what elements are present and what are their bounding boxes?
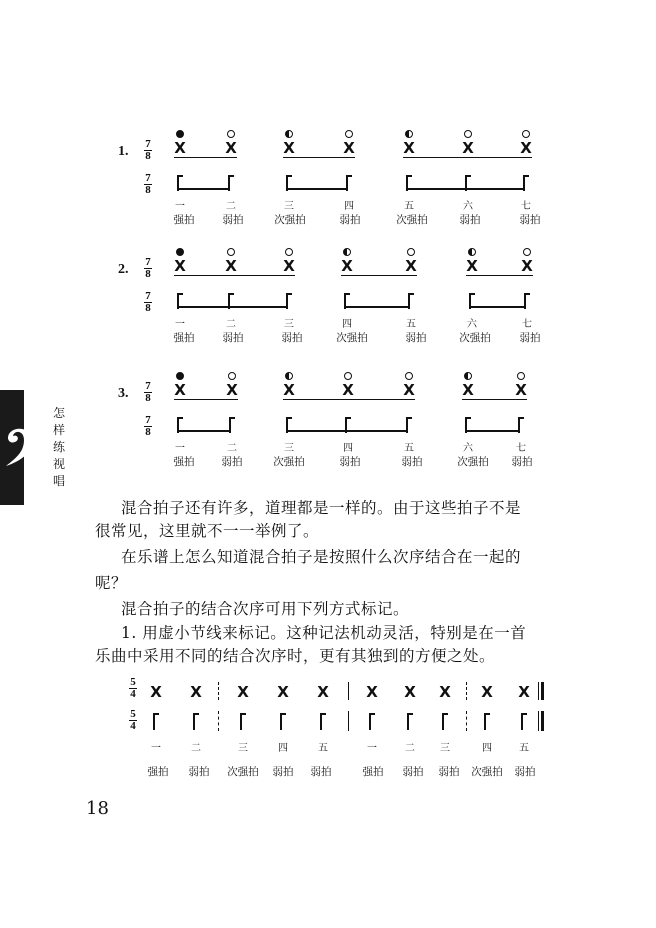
note-flag [177, 417, 183, 419]
side-tab-char: 怎 [53, 406, 66, 420]
beat-x: X [518, 683, 530, 701]
note-flag [518, 417, 524, 419]
note-beam [465, 430, 520, 432]
beat-x: X [317, 683, 329, 701]
beat-x: X [283, 139, 295, 157]
x-group-line [283, 399, 415, 400]
side-tab-char: 视 [53, 457, 66, 471]
beat-numeral: 二 [226, 319, 236, 330]
beat-numeral: 七 [522, 319, 532, 330]
x-group-line [174, 399, 238, 400]
beat-strength-label: 弱拍 [222, 214, 244, 226]
beat-strength-label: 弱拍 [281, 332, 303, 344]
beat-numeral: 一 [151, 743, 161, 754]
final-barline [538, 682, 544, 700]
meter-numerator: 7 [145, 414, 151, 426]
barline [218, 682, 219, 700]
accent-mark-medium [285, 372, 293, 380]
beat-x: X [283, 381, 295, 399]
note-flag [193, 713, 199, 715]
meter-bottom [128, 709, 138, 732]
note-flag [229, 417, 235, 419]
beat-strength-label: 弱拍 [222, 332, 244, 344]
example-number: 2. [118, 262, 129, 277]
beat-strength-label: 弱拍 [405, 332, 427, 344]
beat-x: X [366, 683, 378, 701]
accent-mark-weak [345, 130, 353, 138]
beat-x: X [174, 381, 186, 399]
barline [218, 711, 219, 731]
beat-numeral: 五 [404, 443, 414, 454]
beat-x: X [405, 257, 417, 275]
note-flag [523, 175, 529, 177]
paragraph-line: 混合拍子还有许多，道理都是一样的。由于这些拍子不是 [121, 499, 522, 517]
note-flag [408, 293, 414, 295]
note-flag [177, 175, 183, 177]
note-flag [286, 175, 292, 177]
beat-numeral: 五 [519, 743, 529, 754]
accent-mark-weak [405, 372, 413, 380]
meter-top [143, 381, 153, 404]
note-flag [521, 713, 527, 715]
beat-numeral: 五 [406, 319, 416, 330]
beat-x: X [190, 683, 202, 701]
note-beam [344, 306, 410, 308]
note-flag [286, 293, 292, 295]
meter-bottom [143, 173, 153, 196]
side-tab-title [53, 405, 67, 490]
beat-numeral: 三 [284, 319, 294, 330]
beat-x: X [403, 139, 415, 157]
note-flag [153, 713, 159, 715]
note-flag [228, 175, 234, 177]
note-flag [484, 713, 490, 715]
beat-strength-label: 弱拍 [310, 766, 332, 778]
paragraph-line: 很常见，这里就不一一举例了。 [95, 522, 320, 540]
beat-strength-label: 次强拍 [336, 332, 368, 344]
beat-strength-label: 次强拍 [459, 332, 491, 344]
beat-numeral: 二 [405, 743, 415, 754]
meter-numerator: 7 [145, 290, 151, 302]
note-stem [280, 713, 282, 730]
note-stem [407, 713, 409, 730]
accent-mark-medium [464, 372, 472, 380]
meter-denominator: 8 [145, 150, 151, 162]
meter-denominator: 8 [145, 302, 151, 314]
note-beam [177, 430, 231, 432]
beat-numeral: 三 [440, 743, 450, 754]
note-flag [344, 293, 350, 295]
accent-mark-weak [407, 248, 415, 256]
bass-clef-icon [2, 420, 40, 470]
beat-strength-label: 弱拍 [339, 214, 361, 226]
note-flag [407, 713, 413, 715]
side-tab-char: 唱 [53, 474, 66, 488]
meter-numerator: 7 [145, 172, 151, 184]
note-stem [153, 713, 155, 730]
beat-strength-label: 强拍 [173, 214, 195, 226]
paragraph-line: 乐曲中采用不同的结合次序时，更有其独到的方便之处。 [95, 647, 496, 665]
beat-strength-label: 弱拍 [511, 456, 533, 468]
accent-mark-medium [343, 248, 351, 256]
barline [348, 711, 349, 731]
beat-numeral: 四 [278, 743, 288, 754]
beat-strength-label: 弱拍 [438, 766, 460, 778]
beat-strength-label: 弱拍 [339, 456, 361, 468]
beat-numeral: 一 [175, 443, 185, 454]
x-group-line [341, 275, 417, 276]
barline [348, 682, 349, 700]
x-group-line [174, 157, 237, 158]
beat-x: X [343, 139, 355, 157]
beat-numeral: 一 [175, 201, 185, 212]
accent-mark-weak [523, 248, 531, 256]
beat-x: X [462, 381, 474, 399]
beat-numeral: 二 [226, 201, 236, 212]
note-beam [177, 306, 288, 308]
x-group-line [283, 157, 355, 158]
beat-numeral: 一 [367, 743, 377, 754]
beat-numeral: 五 [318, 743, 328, 754]
beat-numeral: 二 [227, 443, 237, 454]
accent-mark-weak [285, 248, 293, 256]
beat-numeral: 四 [343, 443, 353, 454]
beat-numeral: 一 [175, 319, 185, 330]
meter-denominator: 8 [145, 392, 151, 404]
note-beam [469, 306, 526, 308]
beat-numeral: 四 [344, 201, 354, 212]
beat-numeral: 五 [404, 201, 414, 212]
meter-top [143, 257, 153, 280]
beat-strength-label: 强拍 [147, 766, 169, 778]
accent-mark-strong [176, 130, 184, 138]
example-number: 3. [118, 386, 129, 401]
beat-x: X [341, 257, 353, 275]
accent-mark-medium [468, 248, 476, 256]
meter-denominator: 8 [145, 426, 151, 438]
side-tab-char: 练 [53, 440, 66, 454]
beat-x: X [481, 683, 493, 701]
beat-numeral: 三 [238, 743, 248, 754]
note-flag [465, 417, 471, 419]
beat-strength-label: 弱拍 [459, 214, 481, 226]
beat-strength-label: 弱拍 [514, 766, 536, 778]
note-stem [442, 713, 444, 730]
beat-numeral: 七 [521, 201, 531, 212]
beat-x: X [342, 381, 354, 399]
x-group-line [174, 275, 295, 276]
meter-denominator: 4 [130, 720, 136, 732]
note-beam [177, 188, 230, 190]
note-beam [286, 430, 408, 432]
paragraph-line: 混合拍子的结合次序可用下列方式标记。 [121, 600, 410, 618]
accent-mark-weak [464, 130, 472, 138]
beat-strength-label: 弱拍 [188, 766, 210, 778]
beat-strength-label: 次强拍 [274, 214, 306, 226]
meter-numerator: 5 [130, 708, 136, 720]
note-flag [345, 417, 351, 419]
beat-strength-label: 次强拍 [273, 456, 305, 468]
x-group-line [462, 399, 527, 400]
note-flag [465, 175, 471, 177]
note-flag [240, 713, 246, 715]
note-flag [320, 713, 326, 715]
accent-mark-weak [517, 372, 525, 380]
beat-strength-label: 弱拍 [221, 456, 243, 468]
note-flag [406, 175, 412, 177]
beat-strength-label: 次强拍 [227, 766, 259, 778]
beat-x: X [174, 139, 186, 157]
x-group-line [466, 275, 533, 276]
accent-mark-strong [176, 248, 184, 256]
note-flag [177, 293, 183, 295]
beat-numeral: 二 [191, 743, 201, 754]
note-beam [406, 188, 525, 190]
accent-mark-medium [285, 130, 293, 138]
paragraph-line: 呢？ [95, 574, 128, 592]
note-flag [406, 417, 412, 419]
beat-x: X [515, 381, 527, 399]
beat-x: X [404, 683, 416, 701]
paragraph-line: 1. 用虚小节线来标记。这种记法机动灵活，特别是在一首 [121, 624, 527, 642]
note-flag [286, 417, 292, 419]
meter-numerator: 5 [130, 676, 136, 688]
note-flag [469, 293, 475, 295]
beat-x: X [174, 257, 186, 275]
note-stem [369, 713, 371, 730]
beat-strength-label: 弱拍 [272, 766, 294, 778]
accent-mark-medium [405, 130, 413, 138]
x-group-line [403, 157, 532, 158]
beat-numeral: 四 [342, 319, 352, 330]
note-stem [240, 713, 242, 730]
beat-strength-label: 次强拍 [471, 766, 503, 778]
accent-mark-weak [227, 248, 235, 256]
beat-strength-label: 弱拍 [519, 332, 541, 344]
note-flag [369, 713, 375, 715]
note-stem [484, 713, 486, 730]
meter-bottom [143, 415, 153, 438]
beat-strength-label: 次强拍 [457, 456, 489, 468]
beat-x: X [466, 257, 478, 275]
paragraph-line: 在乐谱上怎么知道混合拍子是按照什么次序结合在一起的 [121, 548, 522, 566]
beat-x: X [521, 257, 533, 275]
note-stem [193, 713, 195, 730]
barline [466, 711, 467, 731]
beat-x: X [283, 257, 295, 275]
page-number: 18 [86, 798, 109, 819]
meter-denominator: 4 [130, 688, 136, 700]
accent-mark-weak [522, 130, 530, 138]
beat-numeral: 六 [467, 319, 477, 330]
beat-strength-label: 强拍 [362, 766, 384, 778]
barline [466, 682, 467, 700]
meter-top [128, 677, 138, 700]
meter-denominator: 8 [145, 268, 151, 280]
meter-numerator: 7 [145, 256, 151, 268]
note-flag [524, 293, 530, 295]
note-stem [320, 713, 322, 730]
meter-denominator: 8 [145, 184, 151, 196]
meter-bottom [143, 291, 153, 314]
accent-mark-weak [344, 372, 352, 380]
beat-x: X [439, 683, 451, 701]
beat-strength-label: 弱拍 [402, 766, 424, 778]
beat-x: X [277, 683, 289, 701]
note-flag [228, 293, 234, 295]
final-barline [538, 711, 544, 731]
beat-strength-label: 次强拍 [396, 214, 428, 226]
beat-numeral: 六 [463, 201, 473, 212]
beat-x: X [226, 381, 238, 399]
beat-strength-label: 弱拍 [519, 214, 541, 226]
beat-numeral: 三 [284, 443, 294, 454]
accent-mark-strong [176, 372, 184, 380]
beat-numeral: 四 [482, 743, 492, 754]
example-number: 1. [118, 144, 129, 159]
beat-x: X [225, 139, 237, 157]
note-beam [286, 188, 348, 190]
meter-numerator: 7 [145, 138, 151, 150]
beat-strength-label: 强拍 [173, 332, 195, 344]
note-flag [346, 175, 352, 177]
accent-mark-weak [228, 372, 236, 380]
side-tab-char: 样 [53, 423, 66, 437]
beat-x: X [403, 381, 415, 399]
beat-x: X [462, 139, 474, 157]
meter-numerator: 7 [145, 380, 151, 392]
beat-x: X [225, 257, 237, 275]
beat-x: X [237, 683, 249, 701]
beat-strength-label: 强拍 [173, 456, 195, 468]
beat-x: X [150, 683, 162, 701]
beat-numeral: 三 [284, 201, 294, 212]
beat-numeral: 六 [463, 443, 473, 454]
beat-strength-label: 弱拍 [401, 456, 423, 468]
note-stem [521, 713, 523, 730]
note-flag [442, 713, 448, 715]
beat-x: X [520, 139, 532, 157]
accent-mark-weak [227, 130, 235, 138]
meter-top [143, 139, 153, 162]
beat-numeral: 七 [516, 443, 526, 454]
note-flag [280, 713, 286, 715]
